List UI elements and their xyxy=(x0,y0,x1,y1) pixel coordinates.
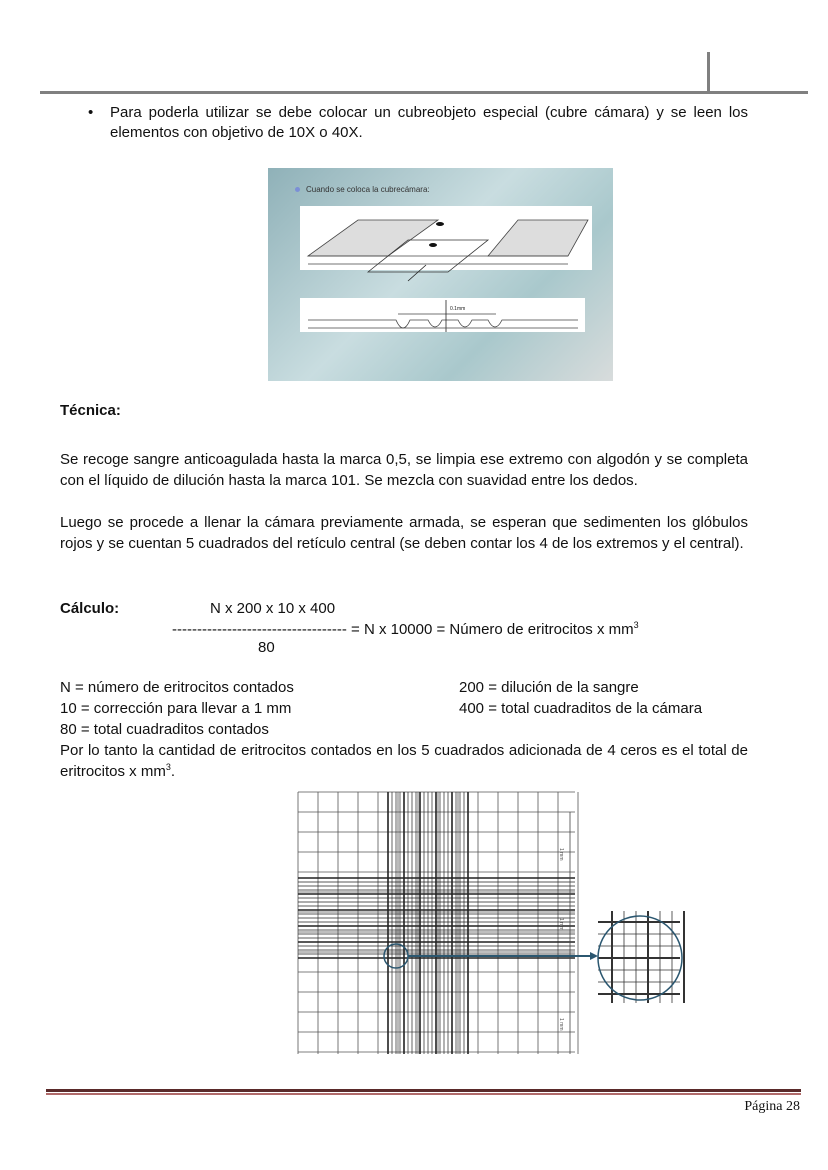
bullet-icon: • xyxy=(88,104,94,121)
formula-numerator: N x 200 x 10 x 400 xyxy=(210,600,336,617)
calculo-heading: Cálculo: xyxy=(60,600,120,617)
header-tick xyxy=(707,52,710,92)
tecnica-paragraph-1: Se recoge sangre anticoagulada hasta la marca 0,5, se limpia ese extremo con algodón y se completa con el líquido de dilución hasta la marca 101. Se mezcla con suavidad entre los dedos. xyxy=(60,451,748,489)
footer-rule xyxy=(46,1089,801,1092)
bullet-text: Para poderla utilizar se debe colocar un cubreobjeto especial (cubre cámara) y se leen los elementos con objetivo de 10X o 40X. xyxy=(110,104,748,141)
footer-rule-light xyxy=(46,1093,801,1095)
legend-10: 10 = corrección para llevar a 1 mm xyxy=(60,700,292,717)
chamber-drawing xyxy=(268,168,613,381)
formula-denominator: 80 xyxy=(258,639,275,656)
tecnica-heading: Técnica: xyxy=(60,402,121,419)
legend-n: N = número de eritrocitos contados xyxy=(60,679,294,696)
neubauer-grid-figure xyxy=(290,788,710,1060)
conclusion: Por lo tanto la cantidad de eritrocitos contados en los 5 cuadrados adicionada de 4 ceros es el total de eritrocitos x $mm^3$. xyxy=(60,742,748,780)
counting-chamber-figure xyxy=(268,168,613,381)
figure-caption: Cuando se coloca la cubrecámara: xyxy=(306,185,430,194)
arrow-head xyxy=(590,952,598,960)
page-number: Página 28 xyxy=(744,1099,800,1114)
scale-label: 0.1mm xyxy=(450,306,466,312)
tecnica-paragraph-2: Luego se procede a llenar la cámara previamente armada, se esperan que sedimenten los glóbulos rojos y se cuentan 5 cuadrados del retículo central (se deben contar los 4 de los extremos y el central). xyxy=(60,514,748,552)
legend-80: 80 = total cuadraditos contados xyxy=(60,721,269,738)
dimension-label: 1 mm xyxy=(558,848,564,861)
legend-400: 400 = total cuadraditos de la cámara xyxy=(459,700,703,717)
dimension-label: 1 mm xyxy=(558,918,564,931)
dimension-label: 1 mm xyxy=(558,1018,564,1031)
legend-200: 200 = dilución de la sangre xyxy=(459,679,639,696)
header-rule xyxy=(40,91,808,94)
formula-line: ----------------------------------- = N x 10000 = Número de eritrocitos x $mm^3$ xyxy=(172,620,639,638)
